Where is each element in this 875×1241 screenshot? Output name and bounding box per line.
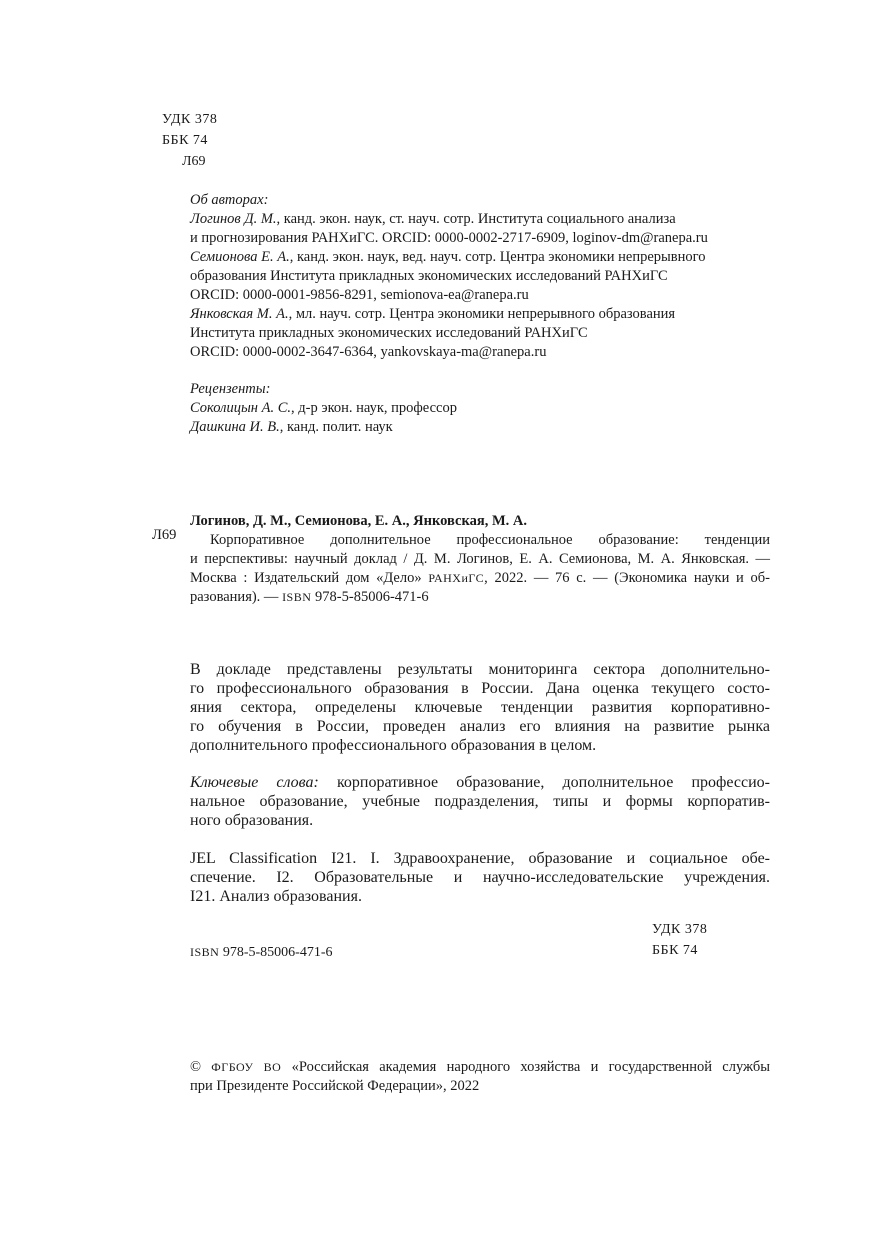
reviewers-heading: Рецензенты:	[190, 381, 271, 397]
keywords-line-2: нальное образование, учебные подразделения, типы и формы корпоратив-	[190, 793, 770, 810]
copyright-line-2: при Президенте Российской Федерации», 2022	[190, 1078, 480, 1094]
author-2-name: Семионова Е. А.	[190, 249, 290, 265]
reviewer-2	[190, 418, 393, 437]
author-2-line-3: ORCID: 0000-0001-9856-8291, semionova-ea@ranepa.ru	[190, 287, 529, 303]
author-3-line-3: ORCID: 0000-0002-3647-6364, yankovskaya-ma@ranepa.ru	[190, 344, 547, 360]
biblio-isbn-number: 978-5-85006-471-6	[311, 589, 429, 605]
abstract-line-1: В докладе представлены результаты мониторинга сектора дополнительно-	[190, 661, 770, 678]
reviewer-1-name: Соколицын А. С.	[190, 400, 292, 416]
bbk-code: ББК 74	[162, 133, 208, 148]
author-3-name: Янковская М. А.	[190, 306, 289, 322]
copyright-org-name: «Российская академия народного хозяйства и государственной службы	[281, 1059, 770, 1075]
biblio-isbn-label: ISBN	[282, 590, 312, 604]
jel-line-3: I21. Анализ образования.	[190, 888, 362, 905]
biblio-authors: Логинов, Д. М., Семионова, Е. А., Янковская, М. А.	[190, 513, 527, 529]
biblio-line-3	[190, 569, 770, 588]
biblio-year-pages: , 2022. — 76 с. — (Экономика науки и об-	[484, 570, 770, 586]
author-3-line-2: Института прикладных экономических исследований РАНХиГС	[190, 325, 588, 341]
reviewer-1	[190, 399, 457, 418]
keywords-line-3: ного образования.	[190, 812, 314, 829]
author-1-affiliation: , канд. экон. наук, ст. науч. сотр. Института социального анализа	[276, 211, 676, 227]
author-1-line-2: и прогнозирования РАНХиГС. ORCID: 0000-0002-2717-6909, loginov-dm@ranepa.ru	[190, 230, 708, 246]
keywords-text-1: корпоративное образование, дополнительное профессио-	[318, 774, 770, 791]
author-2-line-1	[190, 248, 706, 267]
copyright-symbol: ©	[190, 1059, 212, 1075]
bbk-code-bottom: ББК 74	[652, 943, 698, 958]
jel-line-1: JEL Classification I21. I. Здравоохранение, образование и социальное обе-	[190, 850, 770, 867]
biblio-publisher-abbr: РАНХиГС	[428, 571, 485, 585]
udk-code-bottom: УДК 378	[652, 922, 708, 937]
jel-line-2: спечение. I2. Образовательные и научно-исследовательские учреждения.	[190, 869, 770, 886]
biblio-publisher: Москва : Издательский дом «Дело»	[190, 570, 429, 586]
keywords-line-1	[190, 773, 770, 792]
author-2-affiliation: , канд. экон. наук, вед. науч. сотр. Центра экономики непрерывного	[289, 249, 706, 265]
isbn-label: ISBN	[190, 945, 220, 959]
biblio-line-4	[190, 588, 429, 607]
reviewer-1-degree: , д-р экон. наук, профессор	[291, 400, 457, 416]
biblio-series-end: разования). —	[190, 589, 283, 605]
isbn	[190, 943, 333, 962]
reviewer-2-name: Дашкина И. В.	[190, 419, 280, 435]
reviewer-2-degree: , канд. полит. наук	[279, 419, 393, 435]
copyright-org-abbr: ФГБОУ ВО	[211, 1060, 282, 1074]
about-authors-heading: Об авторах:	[190, 192, 269, 208]
biblio-mark: Л69	[152, 527, 177, 543]
author-2-line-2: образования Института прикладных экономических исследований РАНХиГС	[190, 268, 668, 284]
biblio-line-1: Корпоративное дополнительное профессиональное образование: тенденции	[210, 532, 770, 548]
author-mark: Л69	[182, 154, 206, 169]
copyright-line-1	[190, 1058, 770, 1077]
abstract-line-3: яния сектора, определены ключевые тенденции развития корпоративно-	[190, 699, 770, 716]
isbn-number: 978-5-85006-471-6	[219, 945, 333, 960]
abstract-line-2: го профессионального образования в России. Дана оценка текущего состо-	[190, 680, 770, 697]
author-1-line-1	[190, 210, 676, 229]
abstract-line-5: дополнительного профессионального образования в целом.	[190, 737, 597, 754]
author-3-line-1	[190, 305, 675, 324]
author-3-affiliation: , мл. науч. сотр. Центра экономики непрерывного образования	[288, 306, 676, 322]
author-1-name: Логинов Д. М.	[190, 211, 277, 227]
udk-code: УДК 378	[162, 112, 218, 127]
keywords-label: Ключевые слова:	[190, 774, 319, 791]
abstract-line-4: го обучения в России, проведен анализ его влияния на развитие рынка	[190, 718, 770, 735]
biblio-line-2: и перспективы: научный доклад / Д. М. Логинов, Е. А. Семионова, М. А. Янковская. —	[190, 551, 770, 567]
